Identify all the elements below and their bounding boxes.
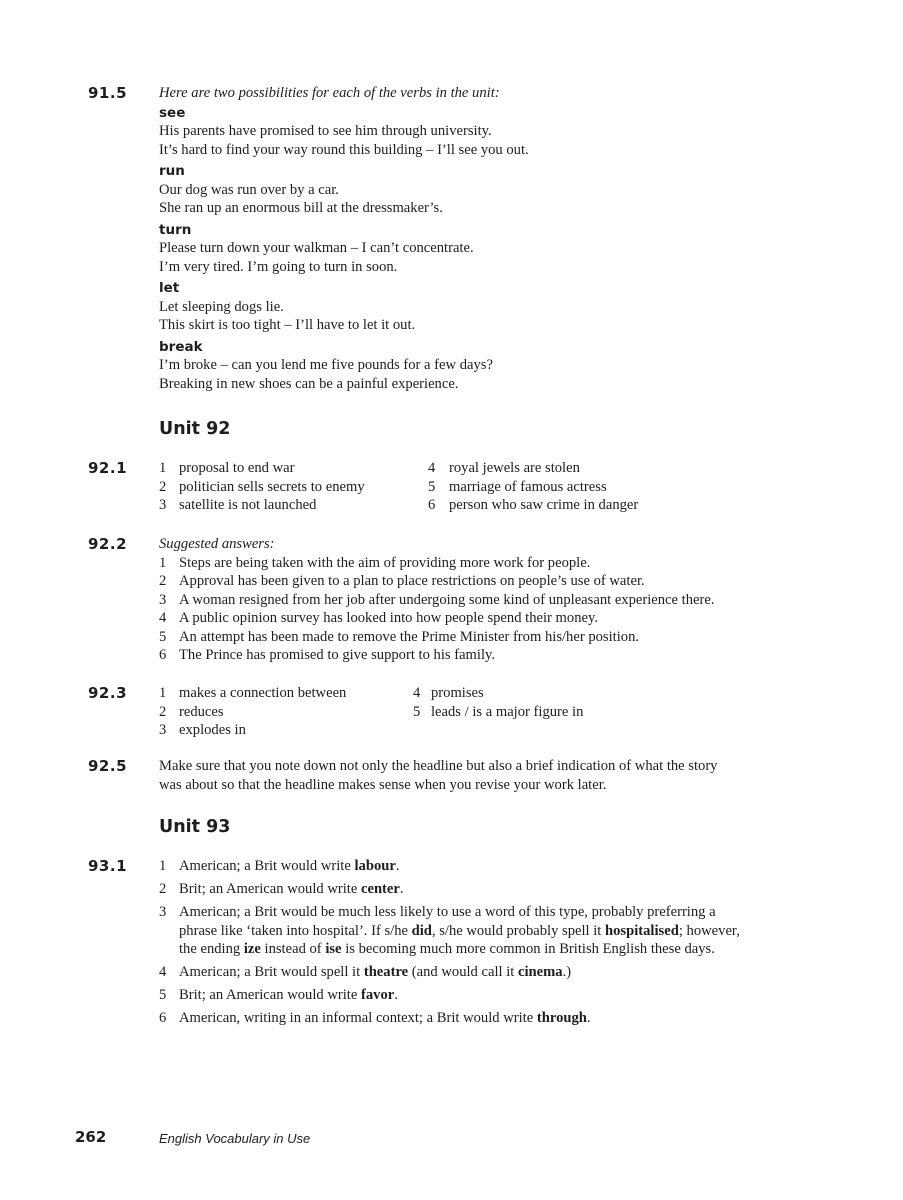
item-line (179, 963, 833, 982)
text-segment: .) (562, 964, 572, 980)
exercise-body (159, 535, 833, 665)
item-line (179, 1009, 833, 1028)
verb-label: let (159, 280, 180, 296)
exercise-number: 91.5 (88, 84, 128, 102)
text-segment: American; a Brit would be much less likely to use a word of this type, probably preferring a (179, 904, 716, 920)
text-segment: , s/he would probably spell it (431, 922, 606, 939)
list-item (159, 880, 833, 899)
item-number: 3 (159, 497, 167, 513)
item-line (179, 940, 833, 959)
list-item (159, 646, 833, 665)
item-number: 4 (159, 964, 167, 980)
list-item (159, 963, 833, 982)
text-segment: . (399, 881, 404, 897)
item-text: An attempt has been made to remove the Prime Minister from his/her position. (179, 628, 640, 645)
item-text: Approval has been given to a plan to place restrictions on people’s use of water. (179, 573, 645, 589)
exercise-number: 92.1 (88, 459, 128, 477)
item-line (179, 903, 833, 922)
text-segment: American; a Brit would write (179, 858, 355, 874)
exercise-number: 92.2 (88, 535, 128, 553)
exercise-body (159, 757, 833, 794)
item-number: 1 (159, 554, 167, 571)
verb-group (159, 104, 833, 160)
keyword: favor (360, 987, 395, 1003)
item-text: proposal to end war (179, 460, 295, 476)
item-text: person who saw crime in danger (449, 497, 639, 513)
verb-group (159, 338, 833, 394)
item-number: 4 (428, 460, 436, 476)
text-segment: American; a Brit would spell it (179, 964, 364, 980)
paragraph-line: Make sure that you note down not only the headline but also a brief indication of what the story (159, 758, 718, 774)
item-text: leads / is a major figure in (431, 703, 584, 720)
item-number: 3 (159, 722, 167, 738)
keyword: ize (243, 941, 261, 957)
verb-label: run (159, 163, 185, 179)
keyword: ise (325, 941, 342, 957)
exercise-body (159, 684, 833, 740)
item-line (179, 880, 833, 899)
list-item (159, 903, 833, 959)
item-number: 6 (428, 497, 436, 513)
exercise-intro: Here are two possibilities for each of the verbs in the unit: (159, 85, 500, 101)
item-number: 6 (159, 647, 167, 663)
item-text: makes a connection between (179, 685, 347, 701)
list-item (159, 857, 833, 876)
keyword: labour (354, 858, 396, 874)
exercise-intro: Suggested answers: (159, 536, 275, 552)
verb-group (159, 279, 833, 335)
item-number: 3 (159, 591, 167, 608)
text-segment: . (395, 858, 400, 874)
list-item (159, 609, 833, 628)
item-text: satellite is not launched (179, 497, 317, 513)
item-number: 5 (428, 478, 436, 495)
item-number: 4 (413, 685, 421, 701)
list-item (159, 628, 833, 647)
item-number: 4 (159, 610, 167, 626)
exercise-number: 92.5 (88, 757, 128, 775)
verb-label: break (159, 338, 203, 355)
text-segment: the ending (179, 941, 244, 957)
item-text: royal jewels are stolen (449, 460, 580, 476)
text-segment: . (586, 1010, 591, 1026)
list-item (159, 986, 833, 1005)
verb-label: turn (159, 221, 192, 238)
example-sentence: She ran up an enormous bill at the dressmaker’s. (159, 200, 443, 216)
item-number: 5 (159, 628, 167, 645)
answer-list (159, 857, 833, 1028)
text-segment: phrase like ‘taken into hospital’. If s/he (179, 922, 412, 939)
text-segment: ; however, (678, 922, 740, 939)
list-item (159, 1009, 833, 1028)
item-text: marriage of famous actress (449, 478, 607, 495)
exercise-number: 92.3 (88, 684, 128, 702)
item-number: 1 (159, 858, 167, 874)
example-sentence: Breaking in new shoes can be a painful experience. (159, 375, 459, 392)
example-sentence: Please turn down your walkman – I can’t concentrate. (159, 240, 474, 256)
item-text: politician sells secrets to enemy (179, 478, 365, 495)
example-sentence: I’m broke – can you lend me five pounds for a few days? (159, 357, 493, 373)
item-text: explodes in (179, 722, 246, 738)
answer-list (159, 554, 833, 665)
unit-92-heading: Unit 92 (159, 419, 231, 439)
item-line (179, 857, 833, 876)
unit-93-heading: Unit 93 (159, 817, 231, 837)
text-segment: (and would call it (408, 964, 518, 980)
text-segment: Brit; an American would write (179, 987, 361, 1003)
item-text: A public opinion survey has looked into how people spend their money. (179, 610, 598, 626)
item-number: 2 (159, 881, 167, 897)
item-line (179, 986, 833, 1005)
item-text: Steps are being taken with the aim of providing more work for people. (179, 554, 591, 571)
verb-label: see (159, 104, 186, 121)
item-number: 2 (159, 703, 167, 720)
item-text: A woman resigned from her job after undergoing some kind of unpleasant experience there. (179, 591, 715, 608)
exercise-body (159, 84, 833, 396)
keyword: through (536, 1010, 587, 1026)
list-item (159, 572, 833, 591)
item-number: 2 (159, 573, 167, 589)
example-sentence: This skirt is too tight – I’ll have to let it out. (159, 317, 416, 333)
item-number: 1 (159, 460, 167, 476)
verb-group (159, 162, 833, 218)
paragraph-line: was about so that the headline makes sense when you revise your work later. (159, 776, 607, 793)
keyword: did (411, 922, 432, 939)
text-segment: is becoming much more common in British English these days. (341, 941, 715, 957)
exercise-number: 93.1 (88, 857, 128, 875)
keyword: cinema (517, 964, 563, 980)
example-sentence: It’s hard to find your way round this building – I’ll see you out. (159, 141, 529, 158)
item-text: reduces (179, 703, 224, 720)
verb-group (159, 221, 833, 277)
example-sentence: Our dog was run over by a car. (159, 181, 339, 198)
example-sentence: I’m very tired. I’m going to turn in soon. (159, 258, 398, 275)
exercise-body (159, 459, 833, 515)
text-segment: Brit; an American would write (179, 881, 361, 897)
text-segment: American, writing in an informal context; a Brit would write (179, 1010, 537, 1026)
item-number: 5 (413, 703, 421, 720)
example-sentence: His parents have promised to see him through university. (159, 123, 492, 139)
book-title: English Vocabulary in Use (159, 1131, 311, 1146)
text-segment: instead of (260, 941, 326, 957)
item-number: 1 (159, 685, 167, 701)
page-number: 262 (75, 1128, 107, 1146)
item-text: promises (431, 685, 484, 701)
keyword: theatre (363, 964, 409, 980)
item-number: 3 (159, 904, 167, 920)
list-item (159, 591, 833, 610)
text-segment: . (394, 987, 398, 1003)
list-item (159, 554, 833, 573)
item-text: The Prince has promised to give support to his family. (179, 647, 496, 663)
keyword: hospitalised (605, 922, 679, 939)
verb-groups (159, 104, 833, 394)
example-sentence: Let sleeping dogs lie. (159, 298, 284, 315)
item-line (179, 922, 833, 941)
keyword: center (360, 881, 400, 897)
item-number: 2 (159, 478, 167, 495)
item-number: 6 (159, 1010, 167, 1026)
exercise-body (159, 857, 833, 1032)
item-number: 5 (159, 987, 167, 1003)
